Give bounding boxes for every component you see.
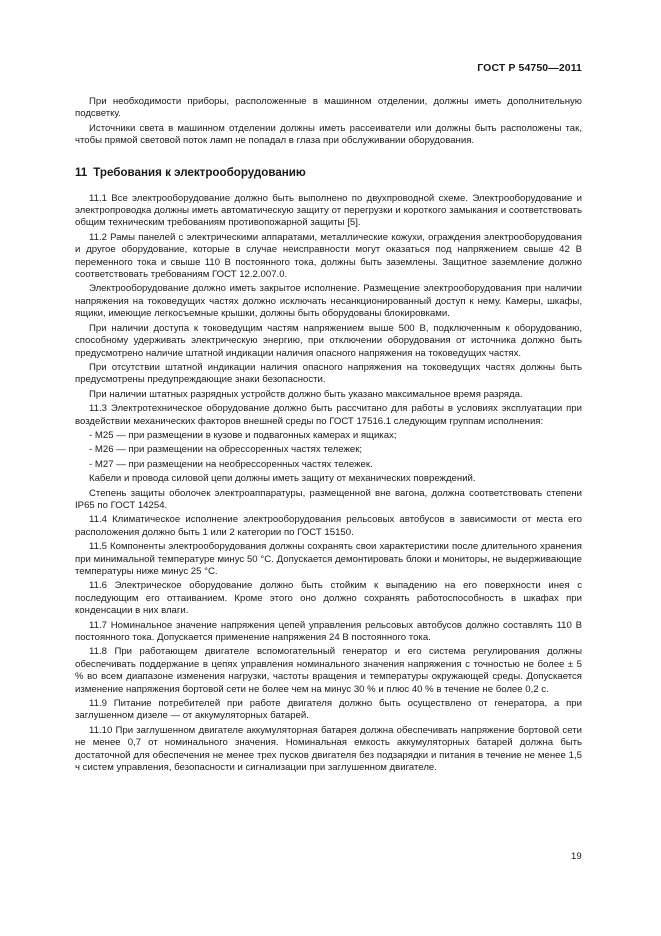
paragraph: Электрооборудование должно иметь закрытое исполнение. Размещение электрооборудования при наличии напряжения на токоведущих частях должно исключать несанкционированный доступ к нему. Камеры, шкафы, ящики, имеющие легкосъемные крышки, должны быть оборудованы блокировками.: [75, 283, 582, 320]
paragraph: 11.1 Все электрооборудование должно быть выполнено по двухпроводной схеме. Электрооборудование и электропроводка должны иметь автоматическую защиту от перегрузки и короткого замыкания и соответствовать общим техническим требованиям противопожарной защиты [5].: [75, 192, 582, 229]
paragraph: 11.9 Питание потребителей при работе двигателя должно быть осуществлено от генератора, а при заглушенном дизеле — от аккумуляторных батарей.: [75, 698, 582, 722]
paragraph: При наличии штатных разрядных устройств должно быть указано максимальное время разряда.: [89, 388, 523, 400]
paragraph: 11.2 Рамы панелей с электрическими аппаратами, металлические кожухи, ограждения электрооборудования и другое оборудование, которые в случае неисправности могут оказаться под напряжением свыше 42 В переменного тока и свыше 110 В постоянного тока, должны быть заземлены. Защитное заземление должно соответствовать требованиям ГОСТ 12.2.007.0.: [75, 231, 582, 281]
list-item: - М26 — при размещении на обрессоренных частях тележек;: [89, 444, 363, 456]
section-title: Требования к электрооборудованию: [93, 165, 306, 179]
list-item: - М25 — при размещении в кузове и подвагонных камерах и ящиках;: [89, 429, 397, 441]
paragraph: При необходимости приборы, расположенные в машинном отделении, должны иметь дополнительную подсветку.: [75, 96, 582, 120]
list-item: - М27 — при размещении на необрессоренных частях тележек.: [89, 458, 373, 470]
paragraph: 11.8 При работающем двигателе вспомогательный генератор и его система регулирования должны обеспечивать поддержание в цепях управления номинального значения напряжения с точностью не более ± 5 % во всем диапазоне изменения нагрузки, частоты вращения и температуры окружающей среды. Допускается изменение напряжения бортовой сети не более чем на минус 30 % и плюс 40 % в течение не более 0,2 с.: [75, 646, 582, 695]
document-body: [75, 96, 582, 775]
paragraph: 11.10 При заглушенном двигателе аккумуляторная батарея должна обеспечивать напряжение бортовой сети не менее 0,7 от номинального значения. Номинальная емкость аккумуляторных батарей должна быть достаточной для обеспечения не менее трех пусков двигателя без подзарядки и питания в течение не менее 1,5 ч систем управления, безопасности и сигнализации при заглушенном двигателе.: [75, 724, 582, 774]
paragraph: 11.5 Компоненты электрооборудования должны сохранять свои характеристики после длительного хранения при минимальной температуре минус 50 °С. Допускается демонтировать блоки и мониторы, не выдерживающие температуры ниже минус 25 °С.: [75, 541, 582, 577]
paragraph: 11.4 Климатическое исполнение электрооборудования рельсовых автобусов в зависимости от места его расположения должно быть 1 или 2 категории по ГОСТ 15150.: [75, 514, 582, 538]
section-number: 11: [75, 165, 88, 179]
paragraph: Источники света в машинном отделении должны иметь рассеиватели или должны быть расположены так, чтобы прямой световой поток ламп не попадал в глаза при обслуживании оборудования.: [75, 122, 582, 147]
paragraph: 11.6 Электрическое оборудование должно быть стойким к выпадению на его поверхности инея с последующим его оттаиванием. Кроме этого оно должно сохранять работоспособность в шкафах при конденсации в них влаги.: [75, 580, 582, 617]
paragraph: При отсутствии штатной индикации наличия опасного напряжения на токоведущих частях должны быть предусмотрены предупреждающие знаки безопасности.: [75, 361, 582, 386]
paragraph: 11.7 Номинальное значение напряжения цепей управления рельсовых автобусов должно составлять 110 В постоянного тока. Допускается применение напряжения 24 В постоянного тока.: [75, 619, 582, 644]
page-number: 19: [571, 851, 582, 862]
paragraph: Кабели и провода силовой цепи должны иметь защиту от механических повреждений.: [89, 473, 476, 485]
paragraph: 11.3 Электротехническое оборудование должно быть рассчитано для работы в условиях эксплуатации при воздействии механических факторов внешней среды по ГОСТ 17516.1 следующим группам исполнения:: [75, 403, 582, 427]
paragraph: При наличии доступа к токоведущим частям напряжением выше 500 В, подключенным к оборудованию, способному удерживать электрическую энергию, при отключении оборудования от источника должно быть предусмотрено наличие штатной индикации наличия опасного напряжения на токоведущих частях.: [75, 322, 582, 359]
paragraph: Степень защиты оболочек электроаппаратуры, размещенной вне вагона, должна соответствовать степени IP65 по ГОСТ 14254.: [75, 487, 582, 511]
document-id: ГОСТ Р 54750—2011: [477, 62, 582, 74]
section-heading: [75, 166, 582, 179]
